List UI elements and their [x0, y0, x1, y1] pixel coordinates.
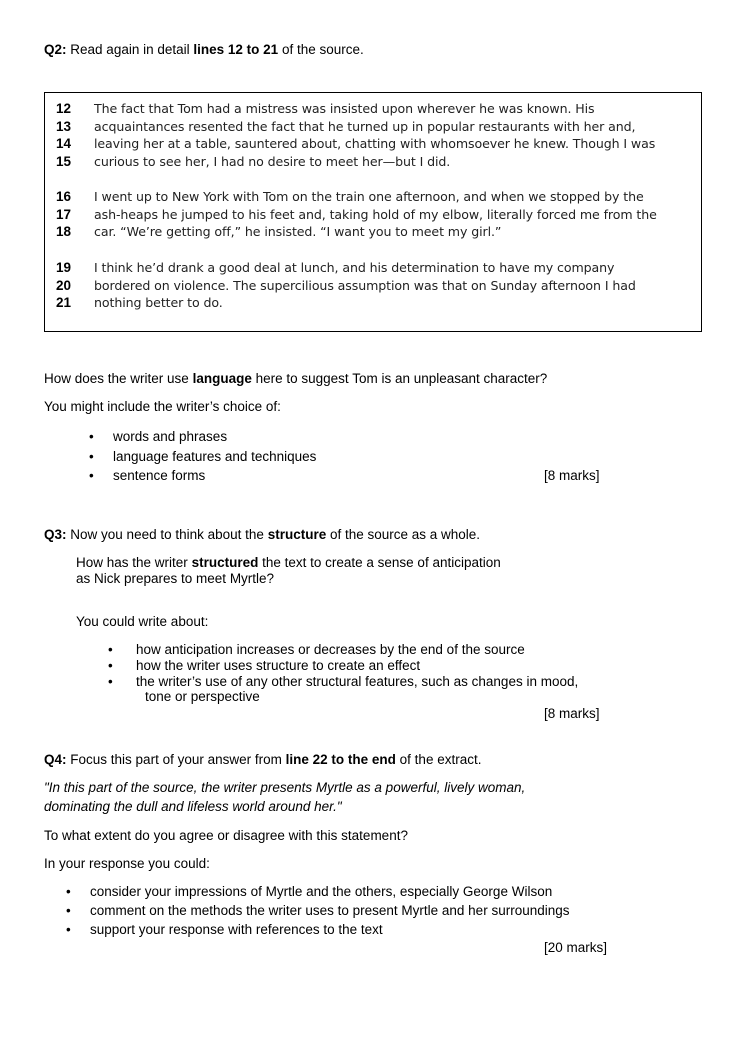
bullet-text: comment on the methods the writer uses to present Myrtle and her surroundings	[90, 903, 570, 918]
bullet-icon: •	[66, 903, 71, 918]
q2-question-bold: language	[192, 371, 252, 386]
q3-could-write: You could write about:	[76, 614, 209, 629]
bullet-text: consider your impressions of Myrtle and the others, especially George Wilson	[90, 884, 553, 899]
q4-response-intro: In your response you could:	[44, 856, 210, 871]
source-line	[45, 100, 701, 118]
source-paragraph-1	[45, 100, 701, 171]
q3-label: Q3:	[44, 527, 67, 542]
line-number: 13	[56, 118, 72, 134]
line-number: 18	[56, 224, 72, 240]
source-line	[45, 223, 701, 241]
q4-marks: [20 marks]	[544, 940, 608, 955]
source-paragraph-2	[45, 188, 701, 241]
line-number: 17	[56, 206, 72, 222]
line-text: nothing better to do.	[94, 295, 223, 311]
q3-question-post: the text to create a sense of anticipation	[262, 555, 501, 570]
bullet-text: how the writer uses structure to create an effect	[136, 658, 421, 673]
q2-include-intro: You might include the writer’s choice of:	[44, 399, 281, 414]
line-number: 14	[56, 136, 72, 152]
q3-question	[76, 555, 501, 570]
bullet-icon: •	[66, 922, 71, 937]
bullet-text: support your response with references to the text	[90, 922, 383, 937]
bullet-icon: •	[108, 658, 113, 673]
line-text: car. “We’re getting off,” he insisted. “I want you to meet my girl.”	[94, 224, 502, 240]
q4-quote-line1: "In this part of the source, the writer presents Myrtle as a powerful, lively woman,	[44, 780, 526, 795]
line-number: 19	[56, 260, 72, 275]
q3-intro-pre: Now you need to think about the	[70, 527, 264, 542]
bullet-text: language features and techniques	[113, 448, 317, 464]
source-line	[45, 188, 701, 206]
q3-heading	[44, 527, 480, 542]
line-text: acquaintances resented the fact that he turned up in popular restaurants with her and,	[94, 118, 636, 134]
bullet-text: the writer’s use of any other structural features, such as changes in mood,	[136, 674, 579, 689]
bullet-text: words and phrases	[113, 429, 228, 444]
line-text: curious to see her, I had no desire to meet her—but I did.	[94, 154, 451, 170]
bullet-icon: •	[89, 448, 94, 464]
bullet-icon: •	[108, 674, 113, 689]
line-number: 21	[56, 295, 72, 311]
q4-intro-bold: line 22 to the end	[285, 752, 396, 767]
q2-label: Q2:	[44, 42, 67, 57]
q2-marks: [8 marks]	[544, 468, 600, 483]
q3-intro-bold: structure	[267, 527, 327, 542]
source-extract-box	[44, 92, 702, 332]
q2-intro-bold: lines 12 to 21	[193, 42, 279, 57]
bullet-icon: •	[66, 884, 71, 899]
source-paragraph-3	[45, 259, 701, 312]
q3-intro-post: of the source as a whole.	[329, 527, 481, 542]
q3-question-pre: How has the writer	[76, 555, 188, 570]
line-number: 15	[56, 154, 72, 170]
q4-intro-pre: Focus this part of your answer from	[70, 752, 282, 767]
q3-question-line2: as Nick prepares to meet Myrtle?	[76, 571, 275, 586]
line-text: I went up to New York with Tom on the train one afternoon, and when we stopped by the	[94, 189, 644, 204]
source-line	[45, 153, 701, 171]
bullet-icon: •	[89, 429, 94, 444]
q3-marks: [8 marks]	[544, 706, 600, 721]
line-text: I think he’d drank a good deal at lunch, and his determination to have my company	[94, 260, 615, 275]
line-text: ash-heaps he jumped to his feet and, taking hold of my elbow, literally forced me from the	[94, 206, 657, 222]
line-text: leaving her at a table, sauntered about, chatting with whomsoever he knew. Though I was	[94, 136, 656, 152]
bullet-icon: •	[108, 642, 113, 657]
q4-quote-line2: dominating the dull and lifeless world around her."	[44, 799, 342, 814]
q4-label: Q4:	[44, 752, 67, 767]
q2-question-post: here to suggest Tom is an unpleasant character?	[255, 371, 548, 386]
source-line	[45, 294, 701, 312]
q2-heading	[44, 42, 364, 57]
q4-heading	[44, 752, 481, 767]
line-number: 12	[56, 101, 72, 116]
source-line	[45, 259, 701, 277]
line-text: The fact that Tom had a mistress was insisted upon wherever he was known. His	[94, 101, 595, 116]
q4-extent-question: To what extent do you agree or disagree with this statement?	[44, 828, 408, 843]
line-number: 20	[56, 277, 72, 293]
q3-bullet3-continued: tone or perspective	[145, 689, 260, 704]
bullet-text: how anticipation increases or decreases by the end of the source	[136, 642, 525, 657]
source-line	[45, 135, 701, 153]
q4-intro-post: of the extract.	[399, 752, 482, 767]
q2-question	[44, 371, 547, 386]
q2-question-pre: How does the writer use	[44, 371, 189, 386]
source-line	[45, 118, 701, 136]
source-line	[45, 206, 701, 224]
source-line	[45, 277, 701, 295]
bullet-text: sentence forms	[113, 468, 206, 483]
line-number: 16	[56, 189, 72, 204]
q3-question-bold: structured	[191, 555, 259, 570]
q2-intro-pre: Read again in detail	[70, 42, 190, 57]
bullet-icon: •	[89, 468, 94, 483]
line-text: bordered on violence. The supercilious assumption was that on Sunday afternoon I had	[94, 277, 636, 293]
q2-intro-post: of the source.	[281, 42, 364, 57]
